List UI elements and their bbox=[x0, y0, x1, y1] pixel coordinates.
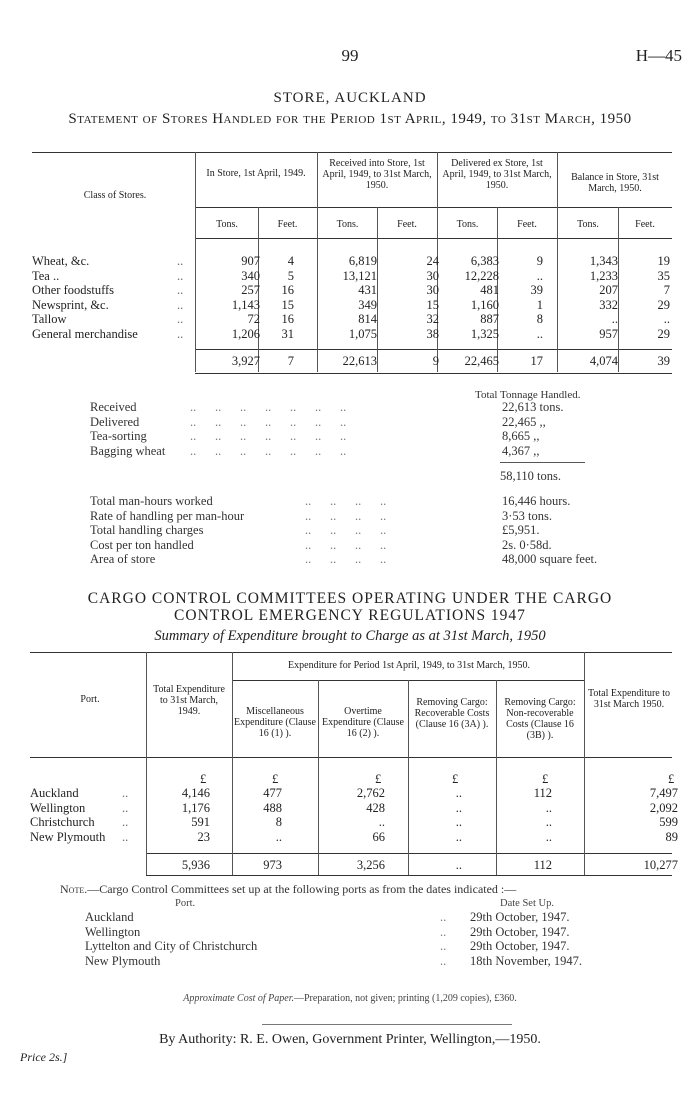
store-cell: .. bbox=[536, 268, 543, 283]
paper-cost-detail: —Preparation, not given; printing (1,209 copies), £360. bbox=[293, 993, 517, 1004]
note-dots: .. bbox=[440, 953, 447, 968]
col-feet: Feet. bbox=[517, 219, 537, 230]
col-tons: Tons. bbox=[216, 219, 238, 230]
store-row-dots: .. bbox=[177, 312, 184, 326]
store-cell: 32 bbox=[426, 312, 439, 326]
cargo-cell: 8 bbox=[275, 815, 282, 829]
col-feet: Feet. bbox=[635, 219, 655, 230]
stat-value: 16,446 hours. bbox=[502, 494, 571, 508]
store-cell: 38 bbox=[426, 326, 439, 341]
cargo-dots: .. bbox=[122, 800, 129, 815]
store-cell: 5 bbox=[287, 268, 294, 283]
store-cell: 887 bbox=[480, 312, 499, 326]
note-label: Note. bbox=[60, 882, 88, 896]
note-date: 18th November, 1947. bbox=[470, 953, 582, 968]
store-row-dots: .. bbox=[177, 268, 184, 283]
note-dots: .. bbox=[440, 939, 447, 953]
col-feet: Feet. bbox=[277, 219, 298, 230]
tonnage-label: Delivered bbox=[90, 414, 140, 429]
store-cell: 30 bbox=[426, 268, 439, 283]
store-cell: 340 bbox=[241, 268, 260, 283]
note-port: Lyttelton and City of Christchurch bbox=[85, 939, 258, 953]
cargo-col-overtime: Overtime Expenditure (Clause 16 (2) ). bbox=[322, 706, 404, 739]
cargo-cell: .. bbox=[545, 815, 552, 829]
stat-label: Cost per ton handled bbox=[90, 537, 194, 552]
cargo-port: Wellington bbox=[30, 800, 86, 815]
store-cell: 19 bbox=[657, 254, 670, 268]
store-cell: .. bbox=[663, 312, 670, 326]
store-subtitle: Statement of Stores Handled for the Period 1st April, 1949, to 31st March, 1950 bbox=[68, 111, 632, 127]
paper-cost-label: Approximate Cost of Paper. bbox=[183, 993, 294, 1004]
cargo-cell: 599 bbox=[659, 815, 678, 829]
cargo-col-total-1950: Total Expenditure to 31st March 1950. bbox=[587, 688, 671, 710]
store-cell: 431 bbox=[358, 283, 377, 297]
cargo-cell: 112 bbox=[533, 786, 552, 800]
cargo-cell: .. bbox=[455, 786, 462, 800]
tonnage-header: Total Tonnage Handled. bbox=[475, 389, 581, 401]
cargo-cell: .. bbox=[545, 800, 552, 815]
store-cell: 29 bbox=[657, 297, 670, 312]
price: Price 2s.] bbox=[20, 1050, 68, 1064]
note-port: Wellington bbox=[85, 924, 141, 939]
tonnage-label: Bagging wheat bbox=[90, 443, 166, 458]
currency-symbol: £ bbox=[375, 772, 382, 786]
store-cell: 24 bbox=[426, 254, 439, 268]
tonnage-value: 8,665 ,, bbox=[502, 429, 540, 443]
cargo-cell: 4,146 bbox=[181, 786, 210, 800]
store-cell: 1,325 bbox=[470, 326, 499, 341]
store-row-label: Wheat, &c. bbox=[32, 254, 90, 268]
cargo-cell: 7,497 bbox=[649, 786, 678, 800]
cargo-cell: 66 bbox=[372, 829, 385, 844]
store-row-label: Other foodstuffs bbox=[32, 283, 115, 297]
cargo-col-misc: Miscellaneous Expenditure (Clause 16 (1) ). bbox=[234, 706, 316, 739]
store-cell: 9 bbox=[536, 254, 543, 268]
cargo-cell: 591 bbox=[191, 815, 210, 829]
tonnage-value: 22,465 ,, bbox=[502, 414, 546, 429]
cargo-total-cell: 10,277 bbox=[643, 858, 678, 872]
cargo-cell: .. bbox=[455, 815, 462, 829]
store-total-cell: 3,927 bbox=[231, 354, 260, 368]
store-cell: 39 bbox=[530, 283, 543, 297]
cargo-port: New Plymouth bbox=[30, 829, 106, 844]
cargo-cell: .. bbox=[275, 829, 282, 844]
store-cell: 6,383 bbox=[470, 254, 499, 268]
store-row-label: Newsprint, &c. bbox=[32, 297, 109, 312]
note-date: 29th October, 1947. bbox=[470, 910, 570, 924]
store-row-label: General merchandise bbox=[32, 326, 138, 341]
cargo-total-cell: 5,936 bbox=[181, 858, 210, 872]
tonnage-label: Tea-sorting bbox=[90, 429, 147, 443]
currency-symbol: £ bbox=[668, 772, 675, 786]
col-class: Class of Stores. bbox=[83, 190, 147, 201]
store-title: STORE, AUCKLAND bbox=[273, 90, 427, 106]
col-tons: Tons. bbox=[456, 219, 479, 230]
cargo-dots: .. bbox=[122, 829, 129, 844]
store-cell: 1,075 bbox=[348, 326, 377, 341]
cargo-col-nonrecoverable: Removing Cargo: Non-recoverable Costs (Clause 16 (3B) ). bbox=[504, 697, 576, 741]
tonnage-value: 4,367 ,, bbox=[502, 443, 540, 458]
store-cell: 4 bbox=[287, 254, 294, 268]
cargo-port: Christchurch bbox=[30, 815, 95, 829]
note-port-header: Port. bbox=[175, 898, 196, 909]
col-feet: Feet. bbox=[397, 219, 417, 230]
store-cell: 332 bbox=[599, 297, 618, 312]
currency-symbol: £ bbox=[272, 772, 279, 786]
store-cell: 16 bbox=[281, 312, 294, 326]
note-body: —Cargo Control Committees set up at the following ports as from the dates indicated :— bbox=[87, 882, 517, 896]
stat-dots: .. .. .. .. bbox=[305, 523, 387, 537]
currency-symbol: £ bbox=[200, 772, 207, 786]
cargo-dots: .. bbox=[122, 786, 129, 800]
cargo-subtitle: Summary of Expenditure brought to Charge as at 31st March, 1950 bbox=[154, 628, 546, 644]
cargo-col-total-1949: Total Expenditure to 31st March, 1949. bbox=[153, 684, 225, 717]
stat-label: Total handling charges bbox=[90, 523, 204, 537]
store-total-cell: 7 bbox=[287, 354, 294, 368]
cargo-cell: 428 bbox=[366, 800, 385, 815]
store-cell: 35 bbox=[657, 268, 670, 283]
note-dots: .. bbox=[440, 924, 447, 939]
note-port: New Plymouth bbox=[85, 953, 161, 968]
cargo-cell: 488 bbox=[263, 800, 282, 815]
col-balance: Balance in Store, 31st March, 1950. bbox=[571, 172, 659, 194]
cargo-cell: 89 bbox=[665, 829, 678, 844]
tonnage-dots: .. .. .. .. .. .. .. bbox=[190, 429, 347, 443]
note-date: 29th October, 1947. bbox=[470, 939, 570, 953]
stat-dots: .. .. .. .. bbox=[305, 552, 387, 566]
col-in-store: In Store, 1st April, 1949. bbox=[206, 168, 306, 179]
stat-value: 2s. 0·58d. bbox=[502, 537, 552, 552]
cargo-title-2: CONTROL EMERGENCY REGULATIONS 1947 bbox=[174, 607, 526, 624]
store-total-cell: 39 bbox=[657, 354, 670, 368]
cargo-cell: 23 bbox=[197, 829, 210, 844]
currency-symbol: £ bbox=[452, 772, 459, 786]
store-cell: 8 bbox=[536, 312, 543, 326]
store-cell: .. bbox=[611, 312, 618, 326]
authority-line: By Authority: R. E. Owen, Government Printer, Wellington,—1950. bbox=[159, 1032, 541, 1047]
cargo-total-cell: 112 bbox=[533, 858, 552, 872]
cargo-cell: .. bbox=[378, 815, 385, 829]
paper-cost bbox=[0, 993, 700, 1004]
cargo-total-cell: 3,256 bbox=[356, 858, 385, 872]
stat-value: £5,951. bbox=[502, 523, 540, 537]
stat-dots: .. .. .. .. bbox=[305, 508, 387, 523]
store-cell: 31 bbox=[281, 326, 294, 341]
stat-dots: .. .. .. .. bbox=[305, 537, 387, 552]
store-cell: 16 bbox=[281, 283, 294, 297]
tonnage-value: 22,613 tons. bbox=[502, 400, 564, 414]
page-number: 99 bbox=[341, 46, 359, 65]
store-cell: 814 bbox=[358, 312, 377, 326]
store-cell: 15 bbox=[426, 297, 439, 312]
store-cell: 1,143 bbox=[231, 297, 260, 312]
store-cell: 957 bbox=[599, 326, 618, 341]
cargo-cell: 1,176 bbox=[181, 800, 210, 815]
cargo-col-port: Port. bbox=[80, 694, 100, 705]
stat-dots: .. .. .. .. bbox=[305, 494, 387, 508]
cargo-total-cell: .. bbox=[455, 858, 462, 872]
note-date-header: Date Set Up. bbox=[500, 898, 554, 909]
cargo-col-period: Expenditure for Period 1st April, 1949, to 31st March, 1950. bbox=[288, 660, 530, 671]
col-tons: Tons. bbox=[577, 219, 599, 230]
store-cell: 13,121 bbox=[342, 268, 377, 283]
stat-label: Area of store bbox=[90, 552, 156, 566]
cargo-total-cell: 973 bbox=[263, 858, 282, 872]
stat-label: Rate of handling per man-hour bbox=[90, 508, 245, 523]
document-reference: H—45 bbox=[635, 46, 682, 65]
store-cell: 481 bbox=[480, 283, 499, 297]
store-row-dots: .. bbox=[177, 254, 184, 268]
store-cell: 15 bbox=[281, 297, 294, 312]
cargo-title-1: CARGO CONTROL COMMITTEES OPERATING UNDER THE CARGO bbox=[87, 590, 613, 607]
cargo-cell: .. bbox=[455, 829, 462, 844]
col-tons: Tons. bbox=[336, 219, 359, 230]
col-delivered: Delivered ex Store, 1st April, 1949, to 31st March, 1950. bbox=[442, 158, 552, 191]
col-received: Received into Store, 1st April, 1949, to 31st March, 1950. bbox=[322, 158, 432, 191]
store-cell: 1,160 bbox=[470, 297, 499, 312]
store-total-cell: 9 bbox=[432, 354, 439, 368]
store-total-cell: 22,465 bbox=[464, 354, 499, 368]
note-dots: .. bbox=[440, 910, 447, 924]
tonnage-dots: .. .. .. .. .. .. .. bbox=[190, 414, 347, 429]
store-cell: 1,343 bbox=[589, 254, 618, 268]
note-port: Auckland bbox=[85, 910, 134, 924]
store-cell: 7 bbox=[663, 283, 670, 297]
cargo-cell: 2,092 bbox=[649, 800, 678, 815]
cargo-col-recoverable: Removing Cargo: Recoverable Costs (Clause 16 (3A) ). bbox=[414, 697, 490, 730]
cargo-cell: 2,762 bbox=[356, 786, 385, 800]
tonnage-dots: .. .. .. .. .. .. .. bbox=[190, 443, 347, 458]
store-total-cell: 22,613 bbox=[342, 354, 377, 368]
store-cell: 30 bbox=[426, 283, 439, 297]
store-row-label: Tea .. bbox=[32, 268, 60, 283]
store-cell: 72 bbox=[247, 312, 260, 326]
store-row-label: Tallow bbox=[32, 312, 67, 326]
store-row-dots: .. bbox=[177, 297, 184, 312]
store-cell: 6,819 bbox=[348, 254, 377, 268]
tonnage-total: 58,110 tons. bbox=[500, 469, 561, 483]
tonnage-dots: .. .. .. .. .. .. .. bbox=[190, 400, 347, 414]
store-cell: 29 bbox=[657, 326, 670, 341]
cargo-cell: .. bbox=[455, 800, 462, 815]
store-cell: 1 bbox=[536, 297, 543, 312]
stat-value: 3·53 tons. bbox=[502, 508, 552, 523]
cargo-dots: .. bbox=[122, 815, 129, 829]
note-text bbox=[60, 882, 680, 897]
store-cell: 1,206 bbox=[231, 326, 260, 341]
note-date: 29th October, 1947. bbox=[470, 924, 570, 939]
store-cell: 207 bbox=[599, 283, 618, 297]
currency-symbol: £ bbox=[542, 772, 549, 786]
cargo-cell: 477 bbox=[263, 786, 282, 800]
store-cell: 1,233 bbox=[589, 268, 618, 283]
stat-value: 48,000 square feet. bbox=[502, 552, 598, 566]
store-cell: 257 bbox=[241, 283, 260, 297]
store-row-dots: .. bbox=[177, 326, 184, 341]
cargo-port: Auckland bbox=[30, 786, 79, 800]
store-total-cell: 4,074 bbox=[589, 354, 618, 368]
store-total-cell: 17 bbox=[530, 354, 543, 368]
cargo-cell: .. bbox=[545, 829, 552, 844]
store-cell: 349 bbox=[358, 297, 377, 312]
stat-label: Total man-hours worked bbox=[90, 494, 213, 508]
tonnage-label: Received bbox=[90, 400, 137, 414]
store-cell: .. bbox=[536, 326, 543, 341]
store-cell: 12,228 bbox=[464, 268, 499, 283]
store-row-dots: .. bbox=[177, 283, 184, 297]
store-cell: 907 bbox=[241, 254, 260, 268]
